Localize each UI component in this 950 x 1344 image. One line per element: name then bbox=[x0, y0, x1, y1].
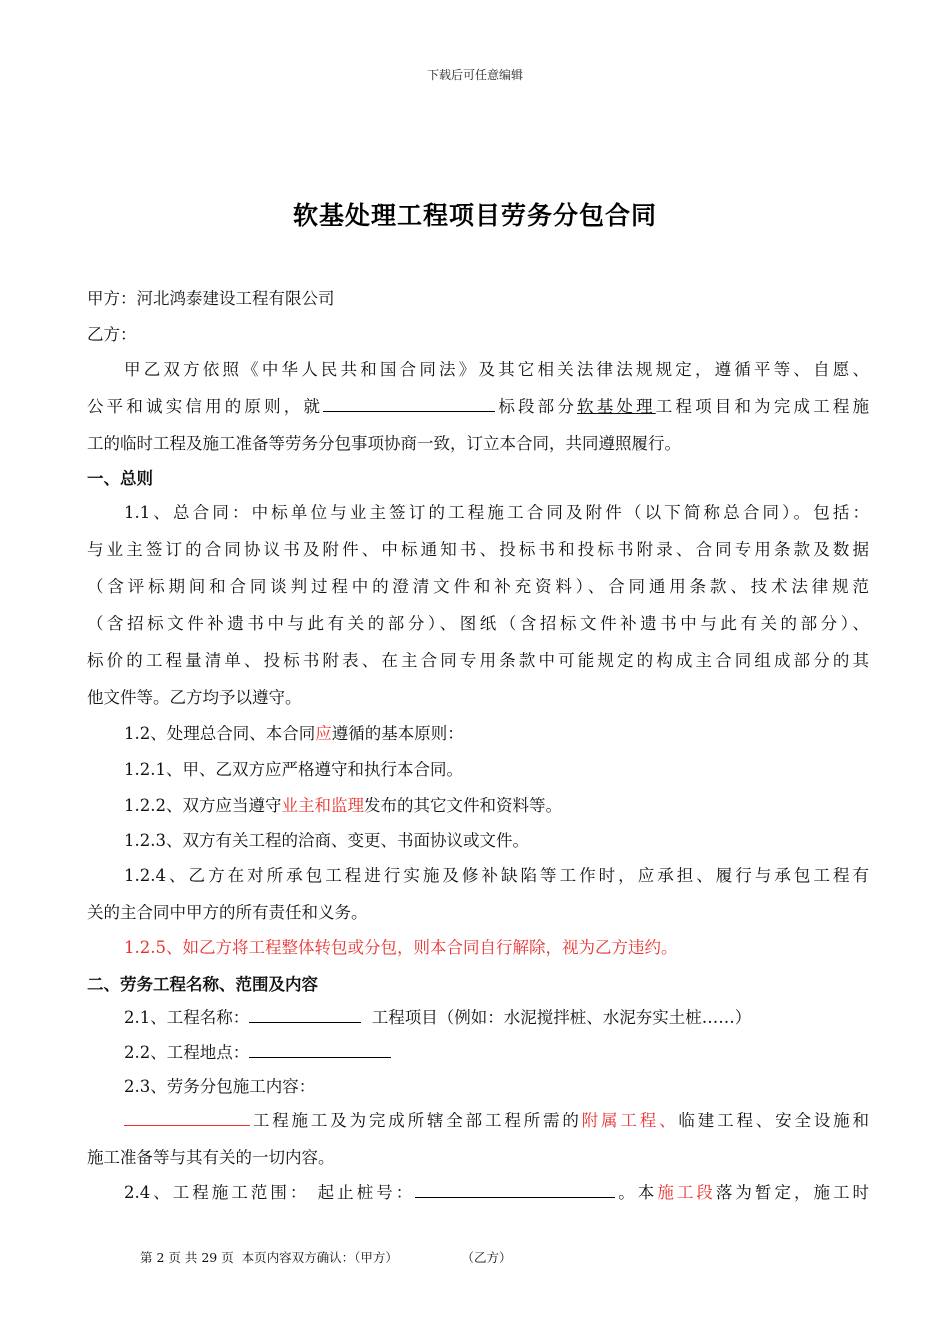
highlight-text: 应 bbox=[315, 724, 332, 743]
clause-text: 1.2.2、双方应当遵守 bbox=[124, 796, 282, 815]
clause-1-1-line-5: 标价的工程量清单、投标书附表、在主合同专用条款中可能规定的构成主合同组成部分的其 bbox=[87, 651, 869, 670]
clause-1-2-2 bbox=[124, 787, 869, 824]
clause-1-2-5: 1.2.5、如乙方将工程整体转包或分包，则本合同自行解除，视为乙方违约。 bbox=[124, 938, 678, 957]
document-title: 软基处理工程项目劳务分包合同 bbox=[292, 201, 657, 230]
party-a: 甲方：河北鸿泰建设工程有限公司 bbox=[87, 289, 335, 308]
clause-text: 落为暂定，施工时 bbox=[715, 1183, 870, 1202]
clause-text: 。本 bbox=[615, 1183, 658, 1202]
clause-text: 2.2、工程地点： bbox=[124, 1043, 250, 1062]
clause-text: 1.2、处理总合同、本合同 bbox=[124, 724, 316, 743]
clause-2-4 bbox=[124, 1174, 869, 1211]
clause-text: 遵循的基本原则： bbox=[331, 724, 464, 743]
intro-text: 标段部分 bbox=[495, 397, 578, 416]
intro-text: 工程项目和为完成工程施 bbox=[655, 397, 870, 416]
clause-1-2 bbox=[124, 715, 869, 752]
highlight-text: 施工段 bbox=[657, 1183, 716, 1202]
intro-line-2 bbox=[87, 388, 869, 425]
clause-1-2-3: 1.2.3、双方有关工程的洽商、变更、书面协议或文件。 bbox=[124, 831, 529, 850]
page-footer: 第 2 页 共 29 页 本页内容双方确认：（甲方） （乙方） bbox=[140, 1250, 512, 1265]
section-heading-labor: 二、劳务工程名称、范围及内容 bbox=[87, 975, 318, 994]
highlight-text: 附属工程、 bbox=[581, 1111, 679, 1130]
clause-1-2-4-line-1: 1.2.4、乙方在对所承包工程进行实施及修补缺陷等工作时，应承担、履行与承包工程有 bbox=[124, 866, 869, 885]
intro-line-1: 甲乙双方依照《中华人民共和国合同法》及其它相关法律法规规定，遵循平等、自愿、 bbox=[124, 360, 869, 379]
party-b: 乙方： bbox=[87, 325, 137, 344]
clause-2-3: 2.3、劳务分包施工内容： bbox=[124, 1077, 316, 1096]
clause-2-3-line-2 bbox=[124, 1102, 869, 1139]
chainage-blank bbox=[415, 1179, 615, 1198]
soft-foundation-term: 软基处理 bbox=[577, 397, 656, 416]
clause-1-1-line-6: 他文件等。乙方均予以遵守。 bbox=[87, 688, 302, 707]
intro-line-3: 工的临时工程及施工准备等劳务分包事项协商一致，订立本合同，共同遵照履行。 bbox=[87, 434, 681, 453]
project-location-blank bbox=[249, 1039, 391, 1058]
clause-2-2 bbox=[124, 1034, 869, 1071]
page-header-note: 下载后可任意编辑 bbox=[426, 68, 523, 82]
clause-1-1-line-1: 1.1、总合同：中标单位与业主签订的工程施工合同及附件（以下简称总合同）。包括： bbox=[124, 503, 869, 522]
clause-text: 发布的其它文件和资料等。 bbox=[363, 796, 562, 815]
clause-1-2-1: 1.2.1、甲、乙双方应严格遵守和执行本合同。 bbox=[124, 760, 463, 779]
clause-2-3-line-3: 施工准备等与其有关的一切内容。 bbox=[87, 1148, 335, 1167]
intro-text: 公平和诚实信用的原则，就 bbox=[87, 397, 324, 416]
clause-1-1-line-2: 与业主签订的合同协议书及附件、中标通知书、投标书和投标书附录、合同专用条款及数据 bbox=[87, 540, 869, 559]
clause-1-1-line-3: （含评标期间和合同谈判过程中的澄清文件和补充资料）、合同通用条款、技术法律规范 bbox=[87, 577, 869, 596]
clause-text: 工程施工及为完成所辖全部工程所需的 bbox=[250, 1111, 582, 1130]
clause-2-1 bbox=[124, 999, 869, 1036]
project-name-blank bbox=[249, 1004, 361, 1023]
work-content-blank bbox=[124, 1107, 250, 1126]
clause-text: 2.1、工程名称： bbox=[124, 1008, 250, 1027]
clause-1-1-line-4: （含招标文件补遗书中与此有关的部分）、图纸（含招标文件补遗书中与此有关的部分）、 bbox=[87, 614, 869, 633]
section-heading-general: 一、总则 bbox=[87, 469, 153, 488]
clause-1-2-4-line-2: 关的主合同中甲方的所有责任和义务。 bbox=[87, 903, 368, 922]
highlight-text: 业主和监理 bbox=[281, 796, 364, 815]
section-number-blank bbox=[323, 393, 495, 412]
clause-text: 2.4、工程施工范围： 起止桩号： bbox=[124, 1183, 416, 1202]
clause-text: 临建工程、安全设施和 bbox=[678, 1111, 869, 1130]
clause-text: 工程项目（例如：水泥搅拌桩、水泥夯实土桩……） bbox=[371, 1008, 752, 1027]
